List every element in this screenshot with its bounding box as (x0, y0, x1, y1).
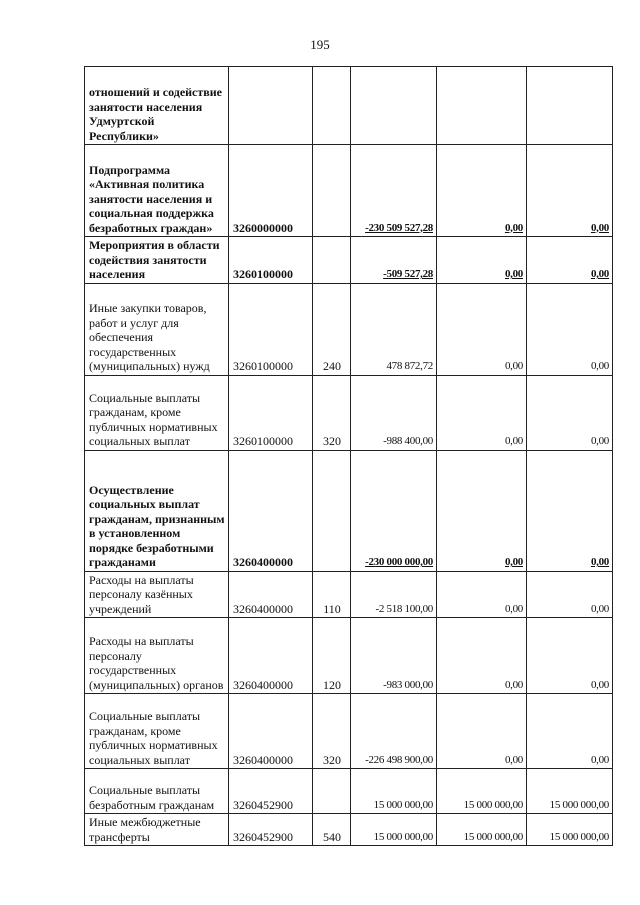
table-row (85, 814, 613, 846)
amount-cell-1: -988 400,00 (351, 375, 437, 450)
row-name-cell (85, 618, 229, 694)
table-row (85, 237, 613, 284)
target-code-cell: 3260100000 (229, 283, 313, 375)
table-row (85, 571, 613, 618)
amount-cell-1: -230 509 527,28 (351, 145, 437, 237)
expense-type-cell: 110 (313, 571, 351, 618)
row-name-cell (85, 450, 229, 571)
amount-cell-3: 0,00 (527, 571, 613, 618)
expense-type-cell (313, 237, 351, 284)
expense-type-cell: 120 (313, 618, 351, 694)
amount-cell-2: 0,00 (437, 375, 527, 450)
target-code-cell: 3260452900 (229, 769, 313, 814)
amount-cell-2: 0,00 (437, 237, 527, 284)
budget-table-body (85, 67, 613, 846)
amount-cell-1: -2 518 100,00 (351, 571, 437, 618)
amount-cell-3: 0,00 (527, 694, 613, 769)
amount-cell-1: -509 527,28 (351, 237, 437, 284)
amount-cell-1: 478 872,72 (351, 283, 437, 375)
amount-cell-3: 0,00 (527, 618, 613, 694)
row-name: Социальные выплаты безработным гражданам (89, 783, 215, 812)
page-number: 195 (310, 37, 330, 52)
target-code-cell: 3260452900 (229, 814, 313, 846)
amount-cell-2: 0,00 (437, 450, 527, 571)
row-name: Социальные выплаты гражданам, кроме публичных нормативных социальных выплат (89, 390, 218, 448)
target-code-cell: 3260400000 (229, 450, 313, 571)
table-row (85, 769, 613, 814)
target-code-cell: 3260000000 (229, 145, 313, 237)
amount-cell-1: -226 498 900,00 (351, 694, 437, 769)
amount-cell-2: 0,00 (437, 571, 527, 618)
table-row (85, 67, 613, 145)
expense-type-cell: 540 (313, 814, 351, 846)
expense-type-cell: 320 (313, 694, 351, 769)
amount-cell-3: 0,00 (527, 283, 613, 375)
amount-cell-1: 15 000 000,00 (351, 769, 437, 814)
row-name-cell (85, 67, 229, 145)
amount-cell-1: 15 000 000,00 (351, 814, 437, 846)
amount-cell-2: 0,00 (437, 694, 527, 769)
amount-cell-2: 15 000 000,00 (437, 769, 527, 814)
row-name-cell (85, 283, 229, 375)
target-code-cell: 3260400000 (229, 694, 313, 769)
expense-type-cell (313, 67, 351, 145)
target-code-cell: 3260400000 (229, 618, 313, 694)
row-name-cell (85, 814, 229, 846)
target-code-cell (229, 67, 313, 145)
row-name-cell (85, 694, 229, 769)
table-row (85, 694, 613, 769)
row-name-cell (85, 571, 229, 618)
row-name: Иные межбюджетные трансферты (89, 815, 201, 844)
row-name-cell (85, 375, 229, 450)
amount-cell-1: -230 000 000,00 (351, 450, 437, 571)
amount-cell-3: 15 000 000,00 (527, 769, 613, 814)
amount-cell-3: 0,00 (527, 375, 613, 450)
row-name: Подпрограмма «Активная политика занятости населения и социальная поддержка безработных граждан» (89, 162, 214, 235)
table-row (85, 450, 613, 571)
amount-cell-3 (527, 67, 613, 145)
amount-cell-3: 0,00 (527, 450, 613, 571)
table-row (85, 618, 613, 694)
table-row (85, 375, 613, 450)
row-name: Расходы на выплаты персоналу казённых учреждений (89, 572, 194, 616)
expense-type-cell (313, 450, 351, 571)
row-name: Мероприятия в области содействия занятости населения (89, 238, 220, 281)
table-row (85, 145, 613, 237)
row-name-cell (85, 769, 229, 814)
expense-type-cell: 320 (313, 375, 351, 450)
budget-table (84, 66, 613, 846)
row-name-cell (85, 145, 229, 237)
amount-cell-2: 15 000 000,00 (437, 814, 527, 846)
row-name: Социальные выплаты гражданам, кроме публичных нормативных социальных выплат (89, 709, 218, 767)
amount-cell-2: 0,00 (437, 618, 527, 694)
amount-cell-2: 0,00 (437, 283, 527, 375)
expense-type-cell: 240 (313, 283, 351, 375)
row-name: Осуществление социальных выплат гражданам, признанным в установленном порядке безработными гражданами (89, 482, 225, 569)
amount-cell-1 (351, 67, 437, 145)
target-code-cell: 3260100000 (229, 237, 313, 284)
row-name: Иные закупки товаров, работ и услуг для обеспечения государственных (муниципальных) нужд (89, 301, 210, 373)
amount-cell-3: 15 000 000,00 (527, 814, 613, 846)
table-row (85, 283, 613, 375)
row-name: Расходы на выплаты персоналу государственных (муниципальных) органов (89, 634, 224, 692)
amount-cell-2 (437, 67, 527, 145)
row-name: отношений и содействие занятости населения Удмуртской Республики» (89, 85, 222, 143)
target-code-cell: 3260100000 (229, 375, 313, 450)
target-code-cell: 3260400000 (229, 571, 313, 618)
amount-cell-3: 0,00 (527, 145, 613, 237)
row-name-cell (85, 237, 229, 284)
expense-type-cell (313, 145, 351, 237)
expense-type-cell (313, 769, 351, 814)
amount-cell-1: -983 000,00 (351, 618, 437, 694)
amount-cell-3: 0,00 (527, 237, 613, 284)
amount-cell-2: 0,00 (437, 145, 527, 237)
